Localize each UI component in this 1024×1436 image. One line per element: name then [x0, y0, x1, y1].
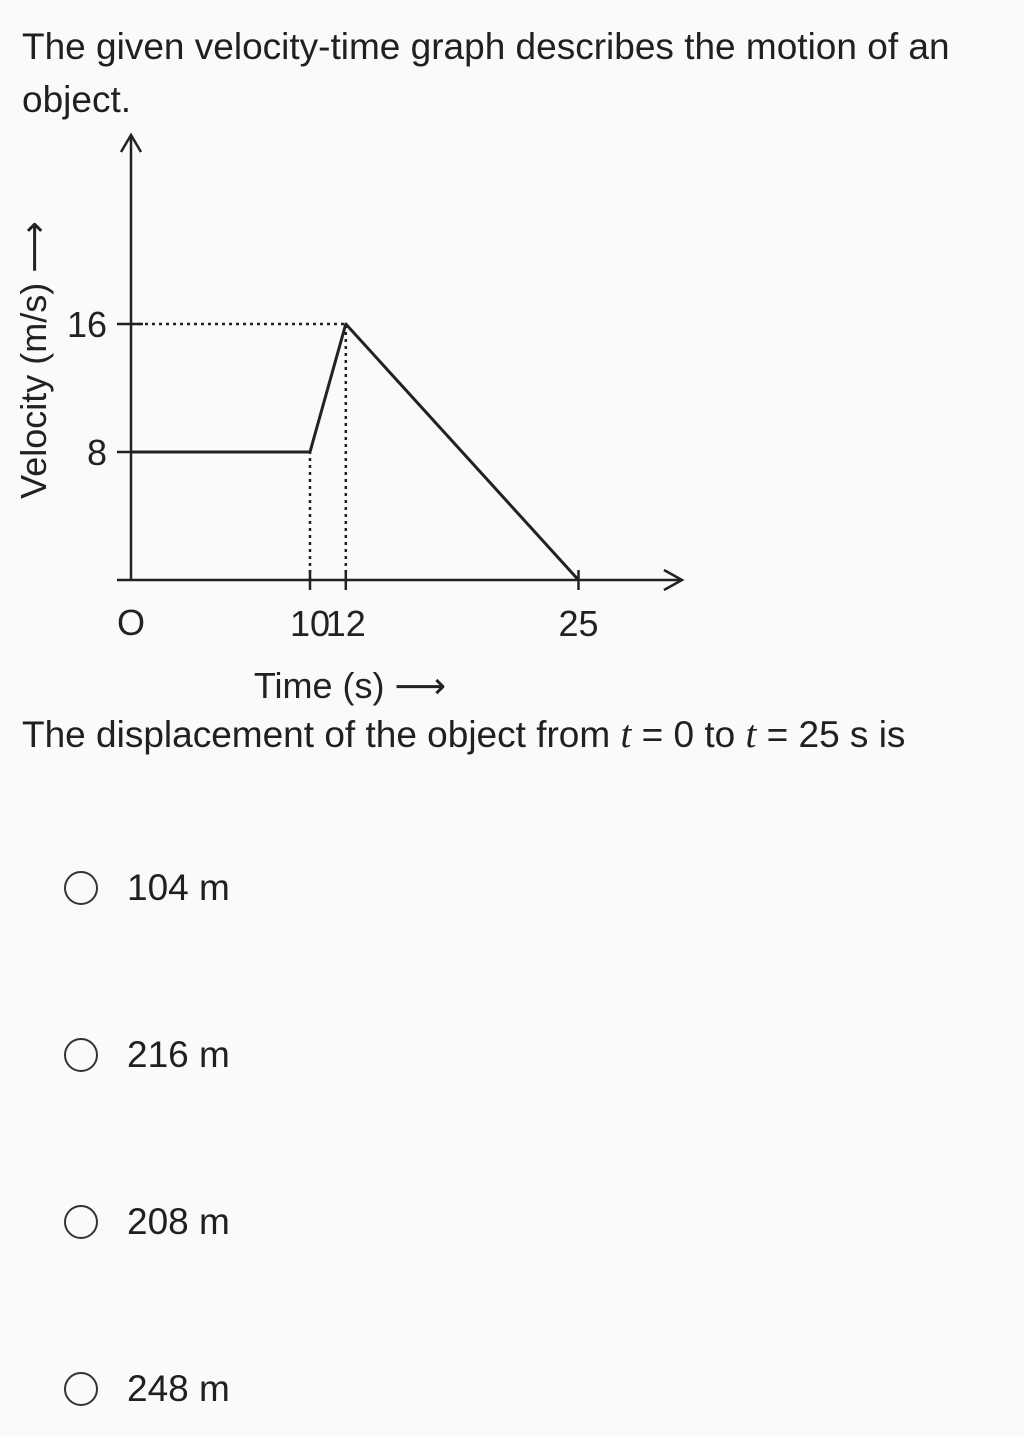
origin-label: O — [116, 602, 146, 643]
option-208m[interactable] — [60, 1192, 460, 1252]
option-104m[interactable] — [60, 858, 460, 918]
prompt-text-1: The displacement of the object from — [22, 714, 621, 755]
axis-ticks — [117, 324, 579, 590]
graph-axes — [117, 135, 682, 590]
x-tick-label: 25 — [558, 603, 599, 644]
x-tick-label: 10 — [289, 603, 331, 644]
radio-button[interactable] — [64, 1205, 98, 1239]
x-axis-label: Time (s) ⟶ — [253, 665, 447, 706]
radio-button[interactable] — [64, 1038, 98, 1072]
y-tick-label: 16 — [66, 304, 107, 345]
option-label: 104 m — [127, 867, 230, 908]
y-tick-label: 8 — [86, 432, 107, 473]
tick-labels — [67, 304, 599, 644]
radio-button[interactable] — [64, 871, 98, 905]
prompt-variable-t2: t — [745, 713, 757, 756]
radio-button[interactable] — [64, 1372, 98, 1406]
x-tick-label: 12 — [325, 603, 366, 644]
option-label: 248 m — [127, 1368, 230, 1409]
question-prompt — [22, 710, 1012, 760]
prompt-variable-t1: t — [620, 713, 632, 756]
y-axis-label: Velocity (m/s) ⟶ — [13, 221, 54, 499]
option-label: 216 m — [127, 1034, 230, 1075]
prompt-text-3: = 25 s is — [756, 714, 906, 755]
option-248m[interactable] — [60, 1359, 460, 1419]
option-216m[interactable] — [60, 1025, 460, 1085]
question-text: The given velocity-time graph describes the motion of an object. — [22, 26, 950, 120]
prompt-text-2: = 0 to — [631, 714, 746, 755]
option-label: 208 m — [127, 1201, 230, 1242]
velocity-line — [131, 324, 579, 580]
